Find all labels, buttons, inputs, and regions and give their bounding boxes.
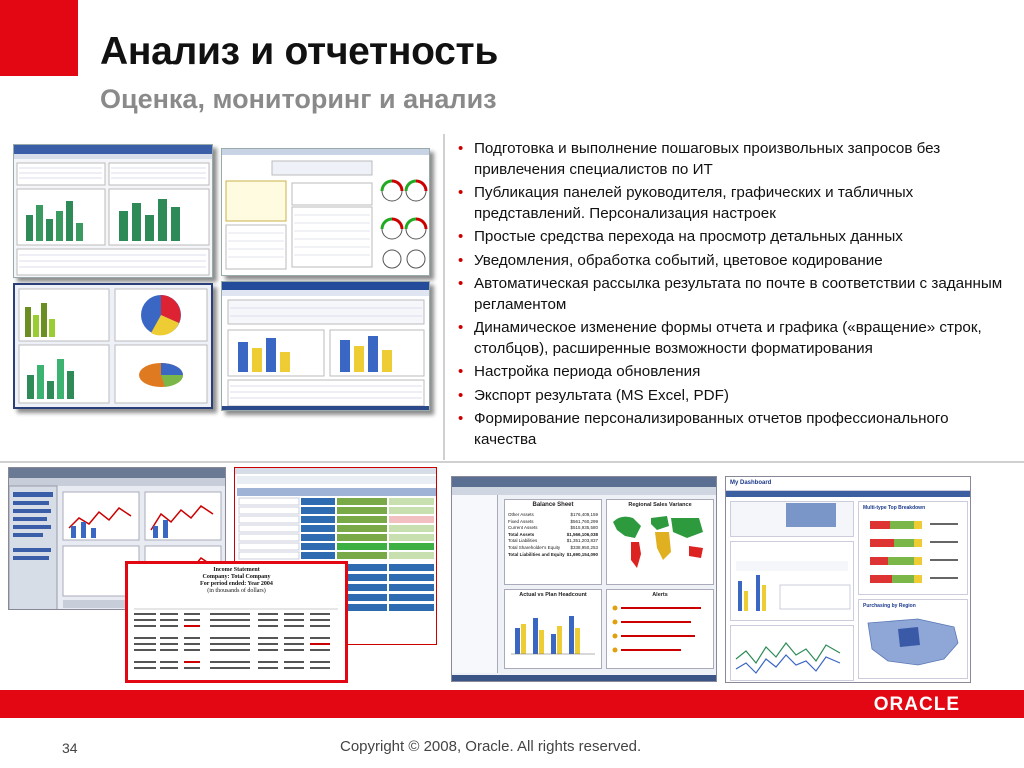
regional-variance-title: Regional Sales Variance: [628, 502, 692, 508]
horizontal-divider: [0, 461, 1024, 463]
footer-bar: [0, 690, 1024, 718]
slide-title: Анализ и отчетность: [100, 30, 498, 73]
dashboard-bars-thumbnail: [14, 145, 213, 278]
profit-loss-screenshot: [221, 148, 430, 276]
feature-item: • Простые средства перехода на просмотр детальных данных: [458, 227, 1014, 248]
report-title: Income Statement: [213, 567, 260, 573]
page-number: 34: [62, 740, 78, 756]
bullet-icon: •: [458, 275, 464, 292]
balance-sheet-screenshot: Balance Sheet Other Assets $176,409,159 Fixed Assets $561,760,299 Current Assets $515,935,580 Total Assets $1,566,106,038 Total Liabilities $1,351,203,837 Total Shareholder's Equity $338,950,253 Total Liabilities and Equity $1,690,154,090 Regional Sales Variance Actual vs Plan Headcount Alerts: [451, 476, 717, 682]
accent-block: [0, 0, 78, 76]
alerts-title: Alerts: [652, 592, 668, 598]
feature-list: [458, 139, 1014, 453]
trend-line-chart: [730, 629, 854, 681]
bullet-icon: •: [458, 363, 464, 380]
bullet-icon: •: [458, 184, 464, 201]
feature-item: • Динамическое изменение формы отчета и графика («вращение» строк, столбцов), расширенные возможности форматирования: [458, 319, 982, 357]
bullet-icon: •: [458, 251, 464, 269]
report-units: (in thousands of dollars): [207, 588, 266, 594]
feature-item: • Формирование персонализированных отчетов профессионального качества: [458, 410, 949, 448]
income-statement-report: [125, 561, 348, 683]
order-volume-chart: [730, 545, 854, 619]
oracle-logo: ORACLE: [873, 694, 960, 715]
report-period: For period ended: Year 2004: [200, 581, 273, 587]
bullet-icon: •: [458, 410, 464, 427]
headcount-chart: [505, 598, 601, 664]
feature-item: • Настройка периода обновления: [458, 362, 1014, 383]
my-dashboard-tab[interactable]: My Dashboard: [730, 480, 772, 486]
income-statement-rows: [128, 595, 345, 683]
supplier-dashboard-screenshot: [221, 281, 430, 411]
feature-item: • Подготовка и выполнение пошаговых произвольных запросов без привлечения специалистов по ИТ: [458, 140, 941, 178]
feature-item: • Автоматическая рассылка результата по почте в соответствии с заданным регламентом: [458, 275, 1003, 313]
headcount-title: Actual vs Plan Headcount: [519, 592, 587, 598]
alerts-list: [607, 598, 713, 664]
profit-loss-thumbnail: [222, 149, 430, 276]
report-company: Company: Total Company: [202, 574, 271, 580]
purchasing-region-title: Purchasing by Region: [863, 603, 916, 609]
bullet-icon: •: [458, 319, 464, 336]
feature-item: • Публикация панелей руководителя, графических и табличных представлений. Персонализация настроек: [458, 184, 914, 222]
pie-charts-thumbnail: [15, 285, 211, 407]
my-dashboard-screenshot: [725, 476, 971, 683]
supplier-dashboard-thumbnail: [222, 282, 430, 411]
dashboard-screenshot-bars: [13, 144, 213, 278]
world-map-icon: [607, 508, 713, 578]
copyright-text: Copyright © 2008, Oracle. All rights reserved.: [340, 738, 642, 755]
bullet-icon: •: [458, 386, 464, 404]
feature-item: • Экспорт результата (MS Excel, PDF): [458, 386, 1014, 407]
vertical-divider: [443, 134, 445, 460]
us-map-icon: [858, 609, 968, 679]
stacked-bars-chart: [858, 511, 968, 595]
bullet-icon: •: [458, 228, 464, 245]
balance-sheet-title: Balance Sheet: [532, 502, 574, 508]
pie-charts-screenshot: [13, 283, 213, 409]
slide-subtitle: Оценка, мониторинг и анализ: [100, 84, 497, 114]
multi-type-chart-title: Multi-type Top Breakdown: [863, 505, 926, 511]
feature-item: • Уведомления, обработка событий, цветовое кодирование: [458, 251, 1014, 272]
bullet-icon: •: [458, 140, 464, 157]
